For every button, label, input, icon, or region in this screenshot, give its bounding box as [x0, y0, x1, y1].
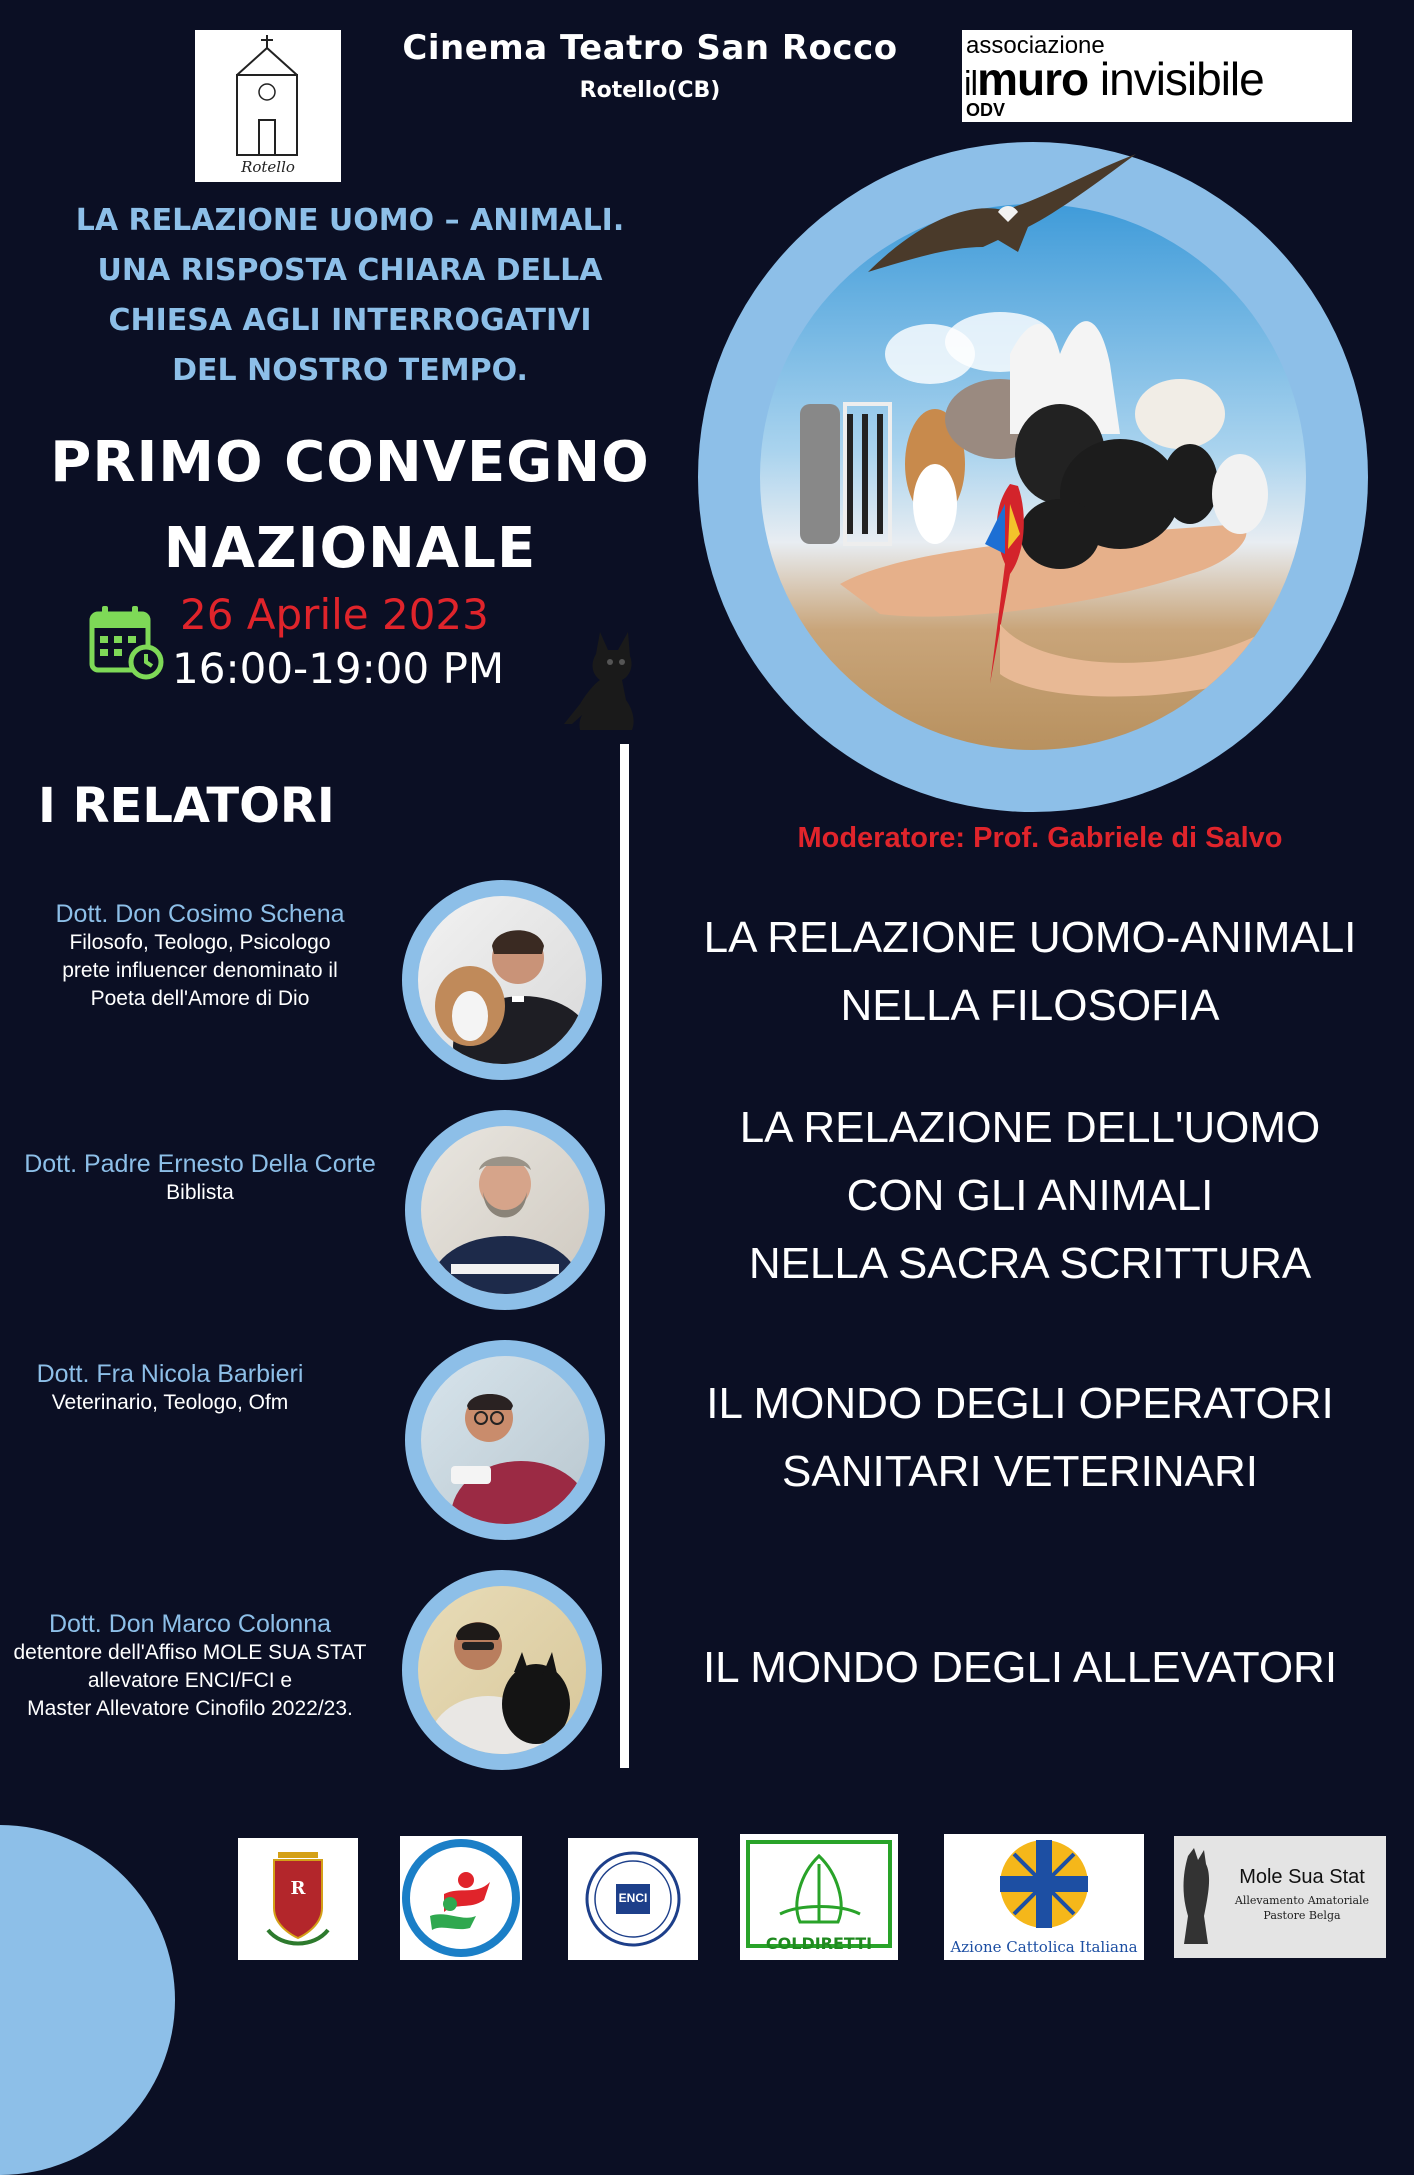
vertical-divider [620, 744, 629, 1768]
belgian-shepherd-icon [1178, 1846, 1218, 1946]
theme-line: CHIESA AGLI INTERROGATIVI [108, 303, 592, 338]
speaker-photo [405, 1340, 605, 1540]
assoc-line1: associazione [966, 32, 1105, 59]
title-line: PRIMO CONVEGNO [50, 430, 650, 495]
topic-text [660, 1094, 1400, 1298]
event-time: 16:00-19:00 PM [172, 644, 505, 693]
speaker-desc: prete influencer denominato il [62, 959, 338, 982]
decorative-quarter-circle [0, 1825, 175, 2175]
speaker-desc: Poeta dell'Amore di Dio [90, 987, 310, 1010]
topic-text [650, 1370, 1390, 1506]
sponsor-azione-cattolica-logo [944, 1834, 1144, 1960]
topic-line: IL MONDO DEGLI OPERATORI [706, 1379, 1334, 1428]
speaker-name: Dott. Padre Ernesto Della Corte [24, 1150, 376, 1178]
sponsor-enci-logo [568, 1838, 698, 1960]
speaker-desc: allevatore ENCI/FCI e [87, 1669, 293, 1692]
sponsor-mole-sua-stat-logo [1174, 1836, 1386, 1958]
speaker-desc: detentore dell'Affiso MOLE SUA STAT [13, 1641, 367, 1664]
animals-illustration [760, 204, 1306, 750]
speaker-name: Dott. Don Marco Colonna [48, 1610, 332, 1638]
assoc-il: il [964, 65, 978, 103]
topic-text [650, 1634, 1390, 1702]
topic-line: LA RELAZIONE UOMO-ANIMALI [703, 913, 1357, 962]
parish-logo [195, 30, 341, 182]
venue-city: Rotello(CB) [579, 78, 721, 103]
topic-line: CON GLI ANIMALI [846, 1171, 1214, 1220]
calendar-clock-icon [88, 604, 168, 684]
speaker-info [10, 900, 390, 1013]
speaker-photo [405, 1110, 605, 1310]
animals-hero-image [698, 142, 1368, 812]
assoc-muro: muro [977, 53, 1089, 105]
veterinarian-portrait [421, 1356, 589, 1524]
theme-line: LA RELAZIONE UOMO – ANIMALI. [75, 203, 625, 238]
sponsor-coldiretti-logo [740, 1834, 898, 1960]
speaker-photo [402, 1570, 602, 1770]
speaker-desc: Biblista [166, 1181, 234, 1204]
moderator-text: Moderatore: Prof. Gabriele di Salvo [797, 822, 1283, 854]
speaker-name: Dott. Don Cosimo Schena [55, 900, 345, 928]
speaker-info [10, 1360, 330, 1417]
breeder-with-puppy-portrait [418, 1586, 586, 1754]
association-logo [962, 30, 1352, 122]
theme-line: UNA RISPOSTA CHIARA DELLA [97, 253, 603, 288]
coat-of-arms-icon [238, 1838, 358, 1960]
sponsor-fnac-logo [400, 1836, 522, 1960]
fnac-circle-icon [400, 1836, 522, 1960]
svg-text:R: R [290, 1878, 306, 1899]
assoc-line2 [964, 52, 1264, 106]
event-title [30, 420, 670, 592]
parish-logo-town: Rotello [241, 158, 295, 176]
mole-sua-stat-sub2: Pastore Belga [1263, 1909, 1341, 1922]
speaker-name: Dott. Fra Nicola Barbieri [36, 1360, 304, 1388]
azione-cattolica-text: Azione Cattolica Italiana [950, 1938, 1138, 1956]
speaker-desc: Veterinario, Teologo, Ofm [51, 1391, 289, 1414]
assoc-odv: ODV [966, 100, 1006, 120]
theme-line: DEL NOSTRO TEMPO. [172, 353, 528, 388]
topic-line: SANITARI VETERINARI [782, 1447, 1258, 1496]
title-line: NAZIONALE [163, 516, 537, 581]
eagle-icon [868, 152, 1138, 282]
assoc-invisibile: invisibile [1099, 53, 1264, 105]
coldiretti-text: COLDIRETTI [765, 1934, 873, 1953]
enci-text: ENCI [618, 1891, 648, 1905]
speaker-photo [402, 880, 602, 1080]
topic-line: LA RELAZIONE DELL'UOMO [739, 1103, 1321, 1152]
sponsor-comune-logo [238, 1838, 358, 1960]
topic-text [660, 904, 1400, 1040]
speaker-info [0, 1610, 380, 1723]
biblical-scholar-portrait [421, 1126, 589, 1294]
speaker-info [10, 1150, 390, 1207]
venue-block [380, 28, 920, 103]
speaker-desc: Master Allevatore Cinofilo 2022/23. [27, 1697, 353, 1720]
french-bulldog-icon [560, 624, 650, 734]
topic-line: NELLA SACRA SCRITTURA [748, 1239, 1312, 1288]
topic-line: IL MONDO DEGLI ALLEVATORI [702, 1643, 1338, 1692]
event-date: 26 Aprile 2023 [180, 590, 489, 639]
mole-sua-stat-title: Mole Sua Stat [1239, 1866, 1365, 1888]
priest-with-dog-portrait [418, 896, 586, 1064]
theme-text [30, 196, 670, 396]
speakers-heading: I RELATORI [38, 778, 335, 834]
mole-sua-stat-sub1: Allevamento Amatoriale [1234, 1894, 1370, 1907]
speaker-desc: Filosofo, Teologo, Psicologo [69, 931, 331, 954]
venue-name: Cinema Teatro San Rocco [402, 28, 898, 68]
topic-line: NELLA FILOSOFIA [840, 981, 1220, 1030]
